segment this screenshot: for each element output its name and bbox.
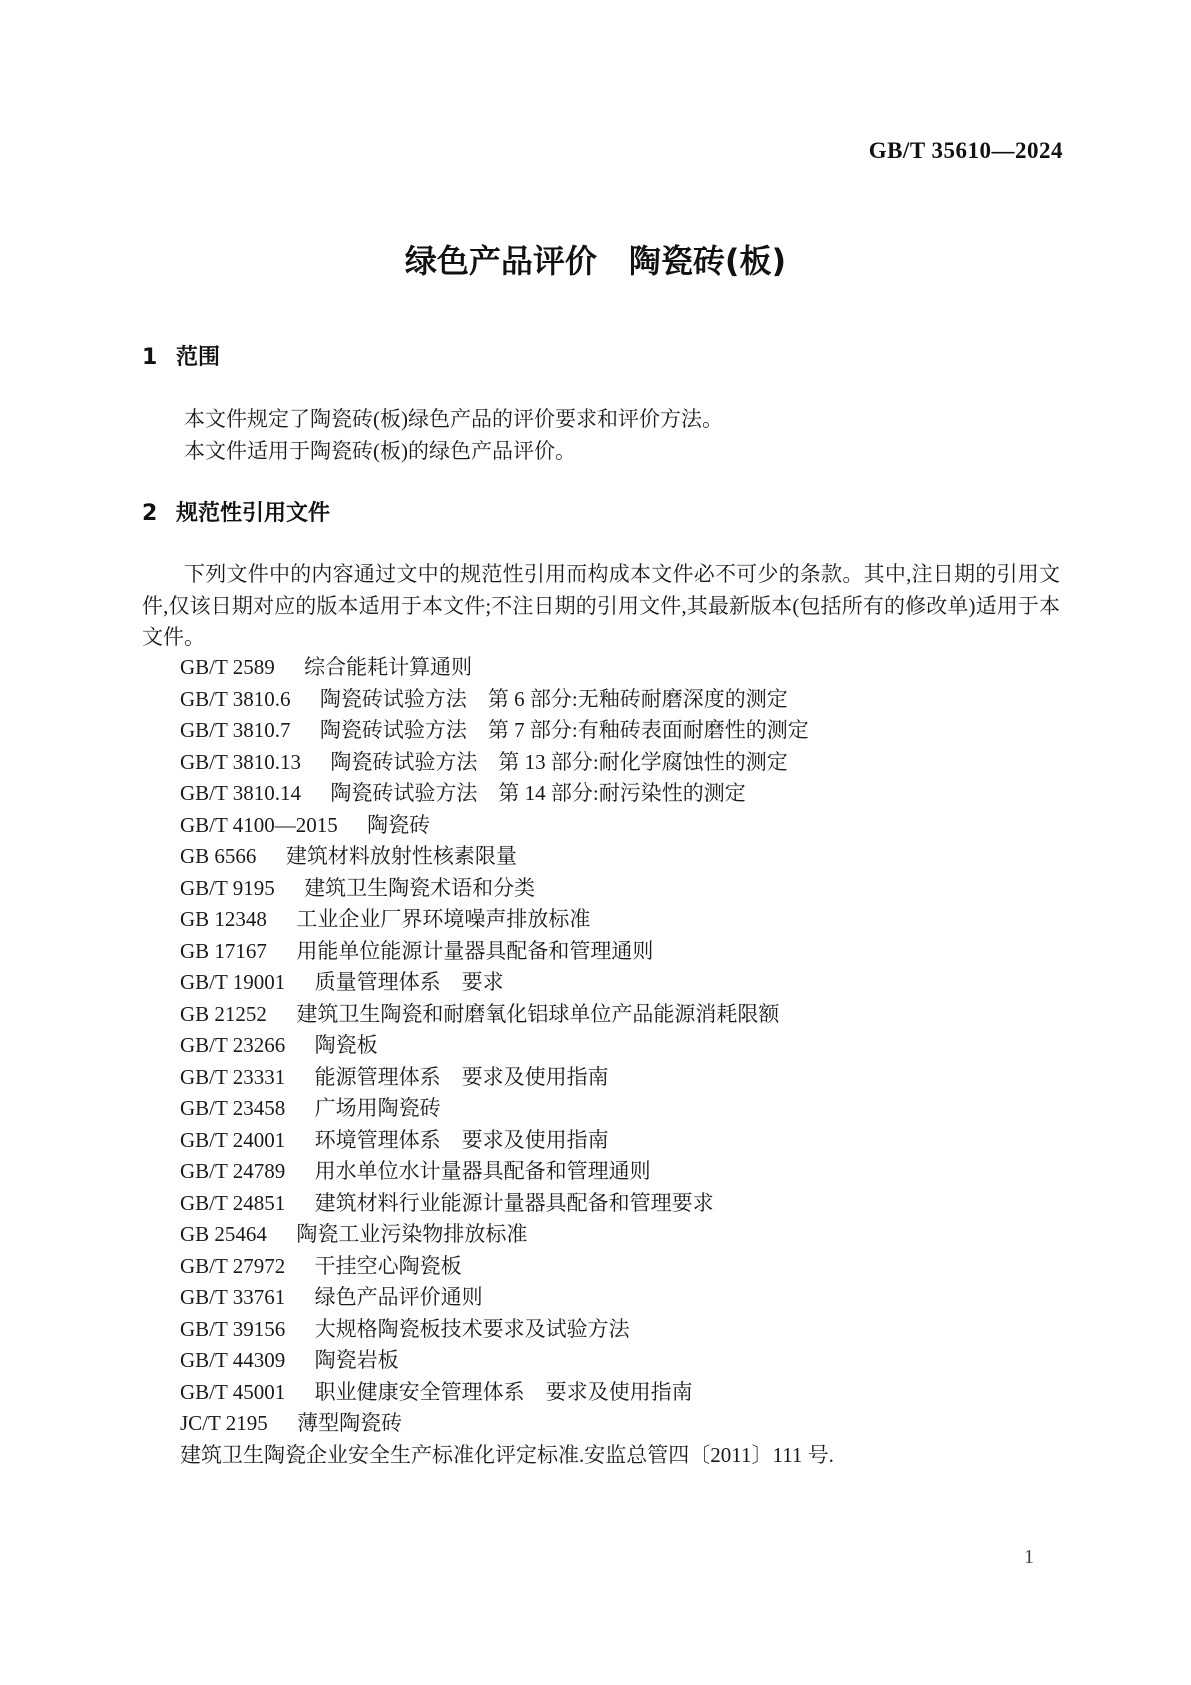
reference-item <box>142 810 1060 842</box>
reference-item <box>142 904 1060 936</box>
clause-2-title: 规范性引用文件 <box>176 501 331 526</box>
reference-item <box>142 1408 1060 1440</box>
reference-code: GB/T 23331 <box>180 1064 286 1089</box>
reference-title: 干挂空心陶瓷板 <box>314 1253 462 1278</box>
reference-title: 综合能耗计算通则 <box>304 655 473 679</box>
reference-code: GB 12348 <box>180 907 267 931</box>
reference-title: 用水单位水计量器具配备和管理通则 <box>314 1159 651 1183</box>
scope-paragraph-2: 本文件适用于陶瓷砖(板)的绿色产品评价。 <box>184 438 576 463</box>
clause-2-number: 2 <box>142 501 158 526</box>
reference-title: 陶瓷砖试验方法 第 7 部分:有釉砖表面耐磨性的测定 <box>319 718 809 742</box>
reference-item <box>142 1125 1060 1157</box>
clause-1-heading <box>142 342 1060 374</box>
reference-code: GB/T 44309 <box>180 1348 286 1372</box>
reference-title: 建筑卫生陶瓷和耐磨氧化铝球单位产品能源消耗限额 <box>296 1001 780 1026</box>
reference-code: GB/T 23266 <box>180 1033 286 1057</box>
clause-2-heading <box>142 498 1060 530</box>
reference-item <box>142 967 1060 999</box>
reference-code: GB/T 19001 <box>180 970 286 994</box>
reference-item <box>142 1030 1060 1062</box>
reference-title: 陶瓷砖试验方法 第 13 部分:耐化学腐蚀性的测定 <box>330 749 788 774</box>
document-body <box>142 0 1060 1685</box>
reference-title: 能源管理体系 要求及使用指南 <box>314 1064 609 1089</box>
reference-code: JC/T 2195 <box>180 1411 268 1435</box>
reference-code: GB/T 33761 <box>180 1285 286 1309</box>
scope-paragraph-1: 本文件规定了陶瓷砖(板)绿色产品的评价要求和评价方法。 <box>184 407 723 431</box>
reference-code: GB/T 3810.7 <box>180 718 291 742</box>
reference-item <box>142 999 1060 1031</box>
reference-code: GB 6566 <box>180 844 257 868</box>
reference-title: 建筑卫生陶瓷术语和分类 <box>304 875 536 900</box>
reference-item <box>142 936 1060 968</box>
reference-item <box>142 715 1060 747</box>
reference-title: 大规格陶瓷板技术要求及试验方法 <box>314 1316 630 1341</box>
reference-title: 陶瓷工业污染物排放标准 <box>296 1222 528 1246</box>
reference-item <box>142 1219 1060 1251</box>
reference-title: 广场用陶瓷砖 <box>314 1096 441 1120</box>
reference-title: 陶瓷板 <box>314 1033 378 1057</box>
reference-title: 绿色产品评价通则 <box>314 1285 483 1309</box>
reference-code: GB/T 3810.14 <box>180 781 301 805</box>
reference-code: GB 17167 <box>180 938 267 963</box>
reference-code: GB/T 3810.6 <box>180 686 291 711</box>
reference-title: 质量管理体系 要求 <box>314 970 504 994</box>
reference-code: GB 21252 <box>180 1001 267 1026</box>
reference-item <box>142 841 1060 873</box>
reference-code: GB 25464 <box>180 1222 267 1246</box>
reference-code: GB/T 23458 <box>180 1096 286 1120</box>
reference-item <box>142 873 1060 905</box>
reference-item <box>142 1251 1060 1283</box>
reference-item <box>142 747 1060 779</box>
reference-code: GB/T 45001 <box>180 1379 286 1404</box>
page-number: 1 <box>1024 1546 1034 1568</box>
reference-code: GB/T 27972 <box>180 1253 286 1278</box>
clause-1-title: 范围 <box>176 345 221 370</box>
reference-code: GB/T 24001 <box>180 1127 286 1152</box>
reference-item <box>142 1062 1060 1094</box>
normative-references-intro: 下列文件中的内容通过文中的规范性引用而构成本文件必不可少的条款。其中,注日期的引用文件,仅该日期对应的版本适用于本文件;不注日期的引用文件,其最新版本(包括所有的修改单)适用于本文件。 <box>142 562 1060 649</box>
reference-title: 职业健康安全管理体系 要求及使用指南 <box>314 1379 693 1404</box>
document-title: 绿色产品评价 陶瓷砖(板) <box>404 242 787 280</box>
reference-title: 陶瓷岩板 <box>314 1348 399 1372</box>
reference-title: 用能单位能源计量器具配备和管理通则 <box>296 938 654 963</box>
reference-code: GB/T 3810.13 <box>180 749 301 774</box>
reference-title: 陶瓷砖试验方法 第 14 部分:耐污染性的测定 <box>330 781 746 805</box>
reference-code: GB/T 4100—2015 <box>180 812 338 837</box>
reference-title: 建筑材料放射性核素限量 <box>285 844 517 868</box>
reference-item <box>142 684 1060 716</box>
reference-title: 建筑材料行业能源计量器具配备和管理要求 <box>314 1190 714 1215</box>
reference-code: GB/T 9195 <box>180 875 275 900</box>
reference-item <box>142 1377 1060 1409</box>
reference-title: 陶瓷砖试验方法 第 6 部分:无釉砖耐磨深度的测定 <box>319 686 788 711</box>
reference-code: GB/T 24851 <box>180 1190 286 1215</box>
reference-item <box>142 1440 1060 1472</box>
reference-title: 建筑卫生陶瓷企业安全生产标准化评定标准.安监总管四〔2011〕111 号. <box>180 1442 834 1467</box>
reference-item <box>142 1093 1060 1125</box>
reference-item <box>142 652 1060 684</box>
reference-code: GB/T 24789 <box>180 1159 286 1183</box>
reference-item <box>142 1282 1060 1314</box>
reference-title: 陶瓷砖 <box>367 812 431 837</box>
reference-item <box>142 778 1060 810</box>
reference-list <box>142 652 1060 1471</box>
reference-code: GB/T 39156 <box>180 1316 286 1341</box>
reference-title: 工业企业厂界环境噪声排放标准 <box>296 907 591 931</box>
clause-1-number: 1 <box>142 345 158 370</box>
reference-item <box>142 1314 1060 1346</box>
reference-item <box>142 1188 1060 1220</box>
scope-paragraphs <box>142 404 1060 467</box>
standard-number: GB/T 35610—2024 <box>868 138 1063 163</box>
reference-item <box>142 1156 1060 1188</box>
reference-title: 环境管理体系 要求及使用指南 <box>314 1127 609 1152</box>
reference-item <box>142 1345 1060 1377</box>
reference-title: 薄型陶瓷砖 <box>297 1411 403 1435</box>
reference-code: GB/T 2589 <box>180 655 275 679</box>
